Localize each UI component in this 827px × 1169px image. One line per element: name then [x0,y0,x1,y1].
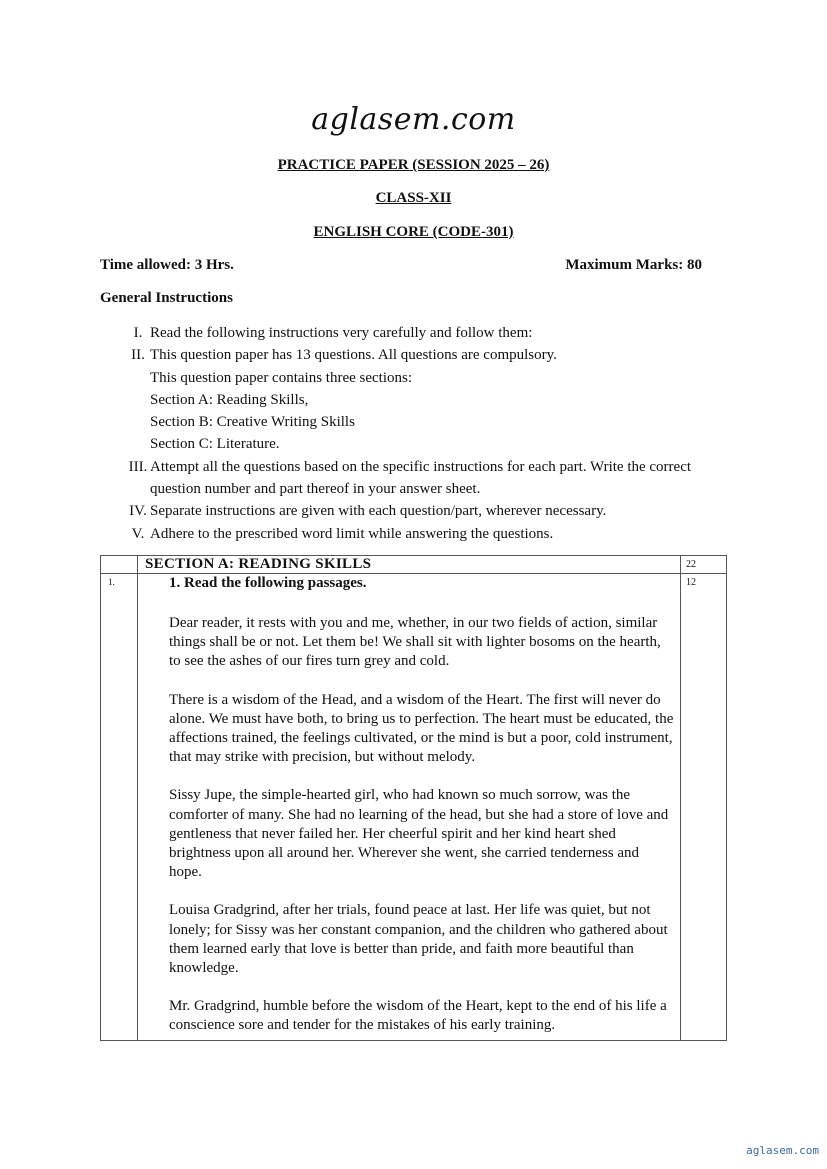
instruction-number: V. [131,525,145,542]
instruction-number: IV. [129,503,147,520]
instruction-text: Read the following instructions very carefully and follow them: [150,325,533,341]
instruction-number: I. [133,325,143,341]
instruction-number: II. [131,347,145,364]
instruction-subline [100,389,720,411]
meta-row [100,257,702,274]
passage-paragraph: Sissy Jupe, the simple-hearted girl, who had known so much sorrow, was the comforter of many. She had no learning of the head, but she had a store of love and gentleness that never failed her. Her cheerful spirit and her kind heart shed brightness upon all around her. Wherever she went, she carried tenderness and hope. [169,787,669,881]
passage-paragraph: Louisa Gradgrind, after her trials, found peace at last. Her life was quiet, but not lonely; for Sissy was her constant companion, and the children who gathered about them learned early that love is better than pride, and faith more beautiful than knowledge. [169,902,668,977]
instruction-text: Adhere to the prescribed word limit while answering the questions. [150,525,554,542]
paper-title: PRACTICE PAPER (SESSION 2025 – 26) [277,157,550,173]
question-table [100,555,727,1041]
instruction-subline [100,367,720,389]
instruction-item [100,456,720,501]
instruction-text: This question paper contains three sections: [150,369,413,386]
instructions-list [100,322,720,545]
passage [138,592,680,1040]
passage-paragraph: Mr. Gradgrind, humble before the wisdom of the Heart, kept to the end of his life a conscience sore and tender for the mistakes of his early training. [169,998,667,1034]
instruction-text: Attempt all the questions based on the specific instructions for each part. Write the correct question number and part thereof in your answer sheet. [150,458,692,498]
subject-title: ENGLISH CORE (CODE-301) [313,224,514,240]
instruction-item [100,500,720,522]
footer-site-link[interactable]: aglasem.com [746,1144,819,1157]
class-title: CLASS-XII [375,190,452,206]
passage-paragraph: Dear reader, it rests with you and me, whether, in our two fields of action, similar things shall be or not. Let them be! We shall sit with lighter bosoms on the hearth, to see the ashes of our fires turn grey and cold. [169,615,661,670]
instruction-text: Separate instructions are given with each question/part, wherever necessary. [150,503,607,520]
instruction-item [100,523,720,545]
question-content [138,574,681,1041]
brand-logo: aglasem.com [311,102,516,137]
instruction-text: This question paper has 13 questions. All questions are compulsory. [150,347,557,364]
instruction-text: Section B: Creative Writing Skills [150,414,355,431]
passage-paragraph: There is a wisdom of the Head, and a wisdom of the Heart. The first will never do alone. We must have both, to bring us to perfection. The heart must be educated, the affections trained, the feelings cultivated, or the mind is but a poor, cold instrument, that may strike with precision, but without melody. [169,691,674,766]
instruction-item [100,322,720,344]
question-title: 1. Read the following passages. [169,575,367,591]
question-marks: 12 [681,574,727,1041]
section-number-cell [101,556,138,574]
section-marks: 22 [681,556,727,574]
instruction-subline [100,411,720,433]
time-allowed: Time allowed: 3 Hrs. [100,257,234,273]
section-title: SECTION A: READING SKILLS [145,556,372,572]
instructions-heading: General Instructions [100,290,233,306]
instruction-number: III. [128,458,148,475]
question-number: 1. [101,574,138,1041]
section-title-cell [138,556,681,574]
section-row [101,556,727,574]
instruction-text: Section A: Reading Skills, [150,391,309,408]
instruction-item [100,344,720,366]
question-row [101,574,727,1041]
max-marks: Maximum Marks: 80 [565,257,702,273]
instruction-subline [100,433,720,455]
instruction-text: Section C: Literature. [150,436,280,453]
